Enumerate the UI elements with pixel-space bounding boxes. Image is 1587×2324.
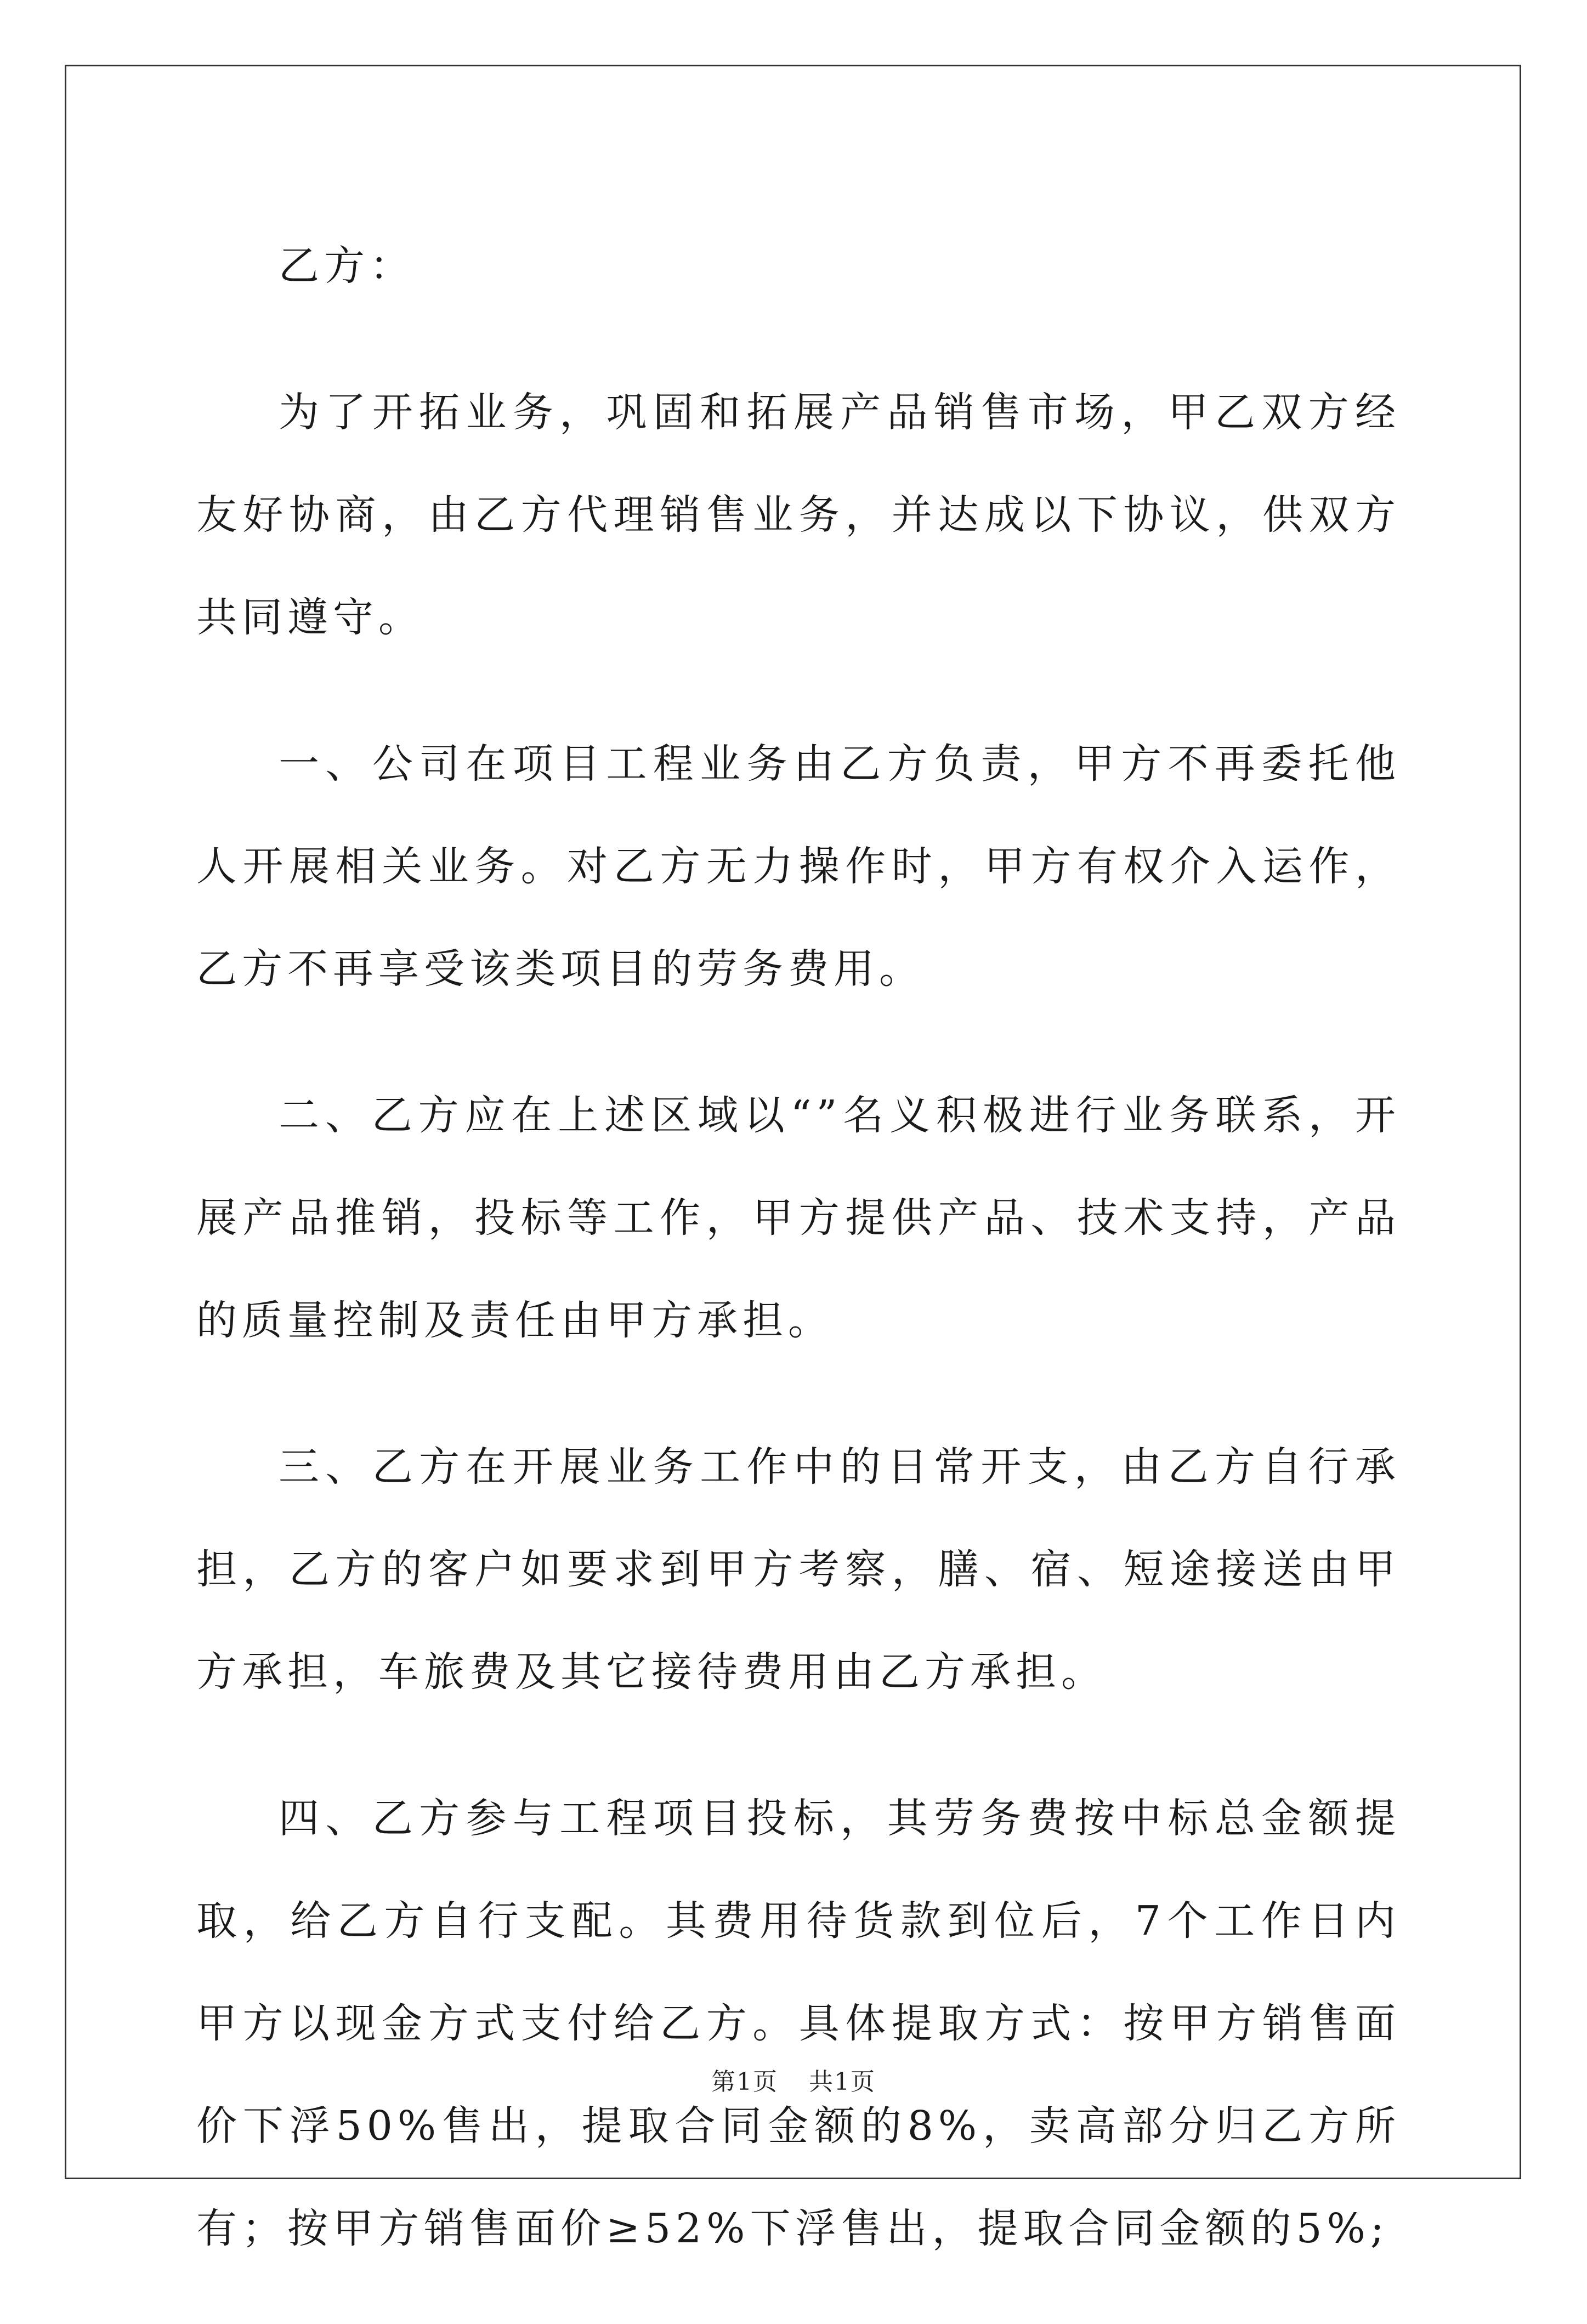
page-footer bbox=[0, 2062, 1587, 2097]
paragraph-intro: 为了开拓业务，巩固和拓展产品销售市场，甲乙双方经友好协商，由乙方代理销售业务，并达成以下协议，供双方共同遵守。 bbox=[196, 389, 1401, 641]
paragraph-clause-3: 三、乙方在开展业务工作中的日常开支，由乙方自行承担，乙方的客户如要求到甲方考察，膳、宿、短途接送由甲方承担，车旅费及其它接待费用由乙方承担。 bbox=[196, 1443, 1401, 1696]
paragraph-party-b: 乙方： bbox=[279, 242, 415, 290]
paragraph-clause-2: 二、乙方应在上述区域以“”名义积极进行业务联系，开展产品推销，投标等工作，甲方提供产品、技术支持，产品的质量控制及责任由甲方承担。 bbox=[196, 1092, 1401, 1344]
page-total: 共1页 bbox=[809, 2068, 876, 2096]
paragraph-clause-1: 一、公司在项目工程业务由乙方负责，甲方不再委托他人开展相关业务。对乙方无力操作时，甲方有权介入运作，乙方不再享受该类项目的劳务费用。 bbox=[196, 740, 1401, 993]
paragraph-clause-4: 四、乙方参与工程项目投标，其劳务费按中标总金额提取，给乙方自行支配。其费用待货款到位后，7个工作日内甲方以现金方式支付给乙方。具体提取方式：按甲方销售面价下浮50%售出，提取合同金额的8%，卖高部分归乙方所有；按甲方销售面价≥52%下浮售出，提取合同金额的5%; bbox=[196, 1795, 1401, 2252]
page-number: 第1页 bbox=[711, 2068, 778, 2096]
document-body bbox=[196, 215, 1401, 2324]
